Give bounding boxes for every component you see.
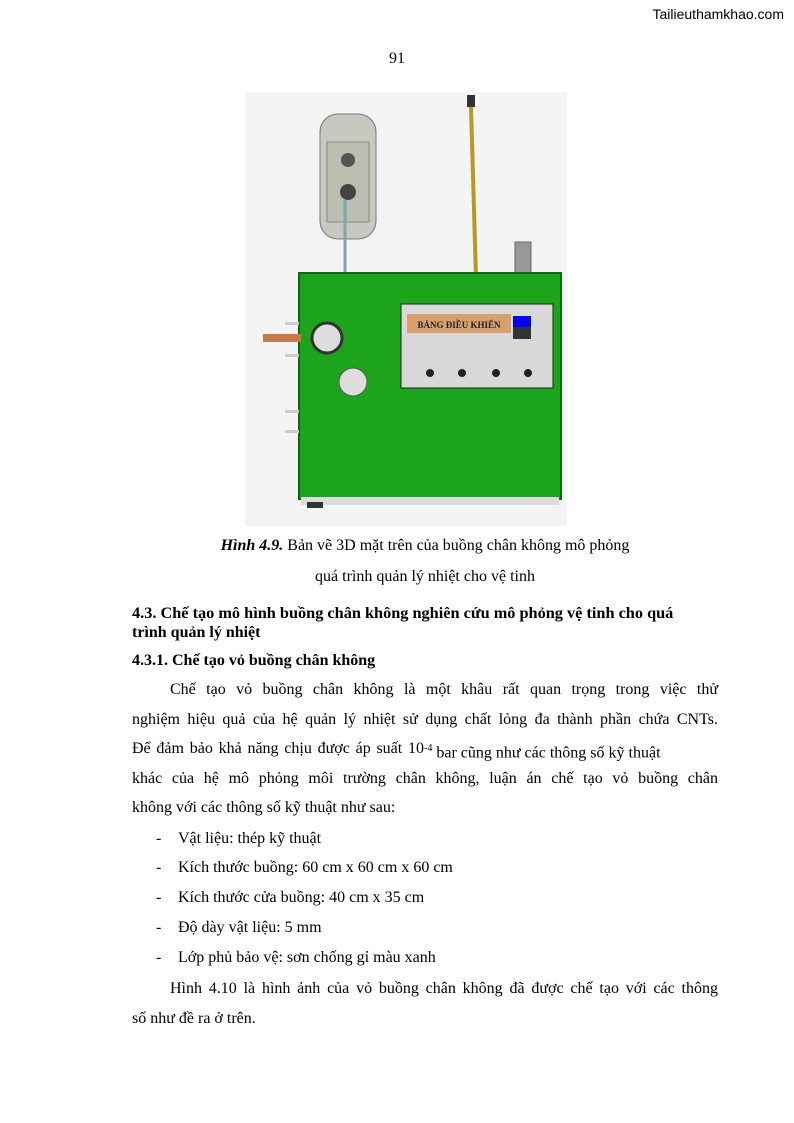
paragraph-line: không với các thông số kỹ thuật như sau: bbox=[132, 799, 396, 816]
paragraph-line bbox=[132, 739, 718, 763]
paragraph-line: Chế tạo vỏ buồng chân không là một khâu rất quan trọng trong việc thử bbox=[170, 681, 718, 698]
paragraph-line: số như đề ra ở trên. bbox=[132, 1010, 256, 1027]
page-number: 91 bbox=[389, 50, 405, 67]
list-marker: - bbox=[156, 830, 162, 847]
caption-text: Bản vẽ 3D mặt trên của buồng chân không mô phỏng bbox=[283, 537, 630, 554]
list-item: Kích thước buồng: 60 cm x 60 cm x 60 cm bbox=[178, 859, 453, 876]
paragraph-line: khác của hệ mô phỏng môi trường chân không, luận án chế tạo vỏ buồng chân bbox=[132, 770, 718, 787]
list-marker: - bbox=[156, 889, 162, 906]
caption-label: Hình 4.9. bbox=[220, 537, 284, 554]
list-item: Lớp phủ bảo vệ: sơn chống gỉ màu xanh bbox=[178, 949, 436, 966]
panel-label: BẢNG ĐIỀU KHIỂN bbox=[417, 320, 501, 330]
list-marker: - bbox=[156, 949, 162, 966]
list-item: Độ dày vật liệu: 5 mm bbox=[178, 919, 322, 936]
list-item: Vật liệu: thép kỹ thuật bbox=[178, 830, 322, 847]
subsection-heading: 4.3.1. Chế tạo vỏ buồng chân không bbox=[132, 652, 376, 669]
list-item: Kích thước cửa buồng: 40 cm x 35 cm bbox=[178, 889, 425, 906]
list-marker: - bbox=[156, 919, 162, 936]
figure-caption-line1 bbox=[132, 536, 718, 556]
figure-caption-line2: quá trình quản lý nhiệt cho vệ tinh bbox=[315, 568, 535, 585]
paragraph-line: Hình 4.10 là hình ảnh của vỏ buồng chân không đã được chế tạo với các thông bbox=[170, 980, 718, 997]
text: Để đảm bảo khả năng chịu được áp suất 10 bbox=[132, 740, 424, 757]
watermark: Tailieuthamkhao.com bbox=[652, 6, 784, 22]
list-marker: - bbox=[156, 859, 162, 876]
section-heading-line2: trình quản lý nhiệt bbox=[132, 624, 261, 641]
paragraph-line: nghiệm hiệu quả của hệ quản lý nhiệt sử dụng chất lỏng đa thành phần chứa CNTs. bbox=[132, 711, 718, 728]
figure-3d-vacuum-chamber bbox=[245, 92, 567, 526]
text: bar cũng như các thông số kỹ thuật bbox=[432, 744, 661, 762]
section-heading-line1: 4.3. Chế tạo mô hình buồng chân không nghiên cứu mô phỏng vệ tinh cho quá bbox=[132, 603, 674, 622]
superscript: -4 bbox=[424, 743, 433, 754]
